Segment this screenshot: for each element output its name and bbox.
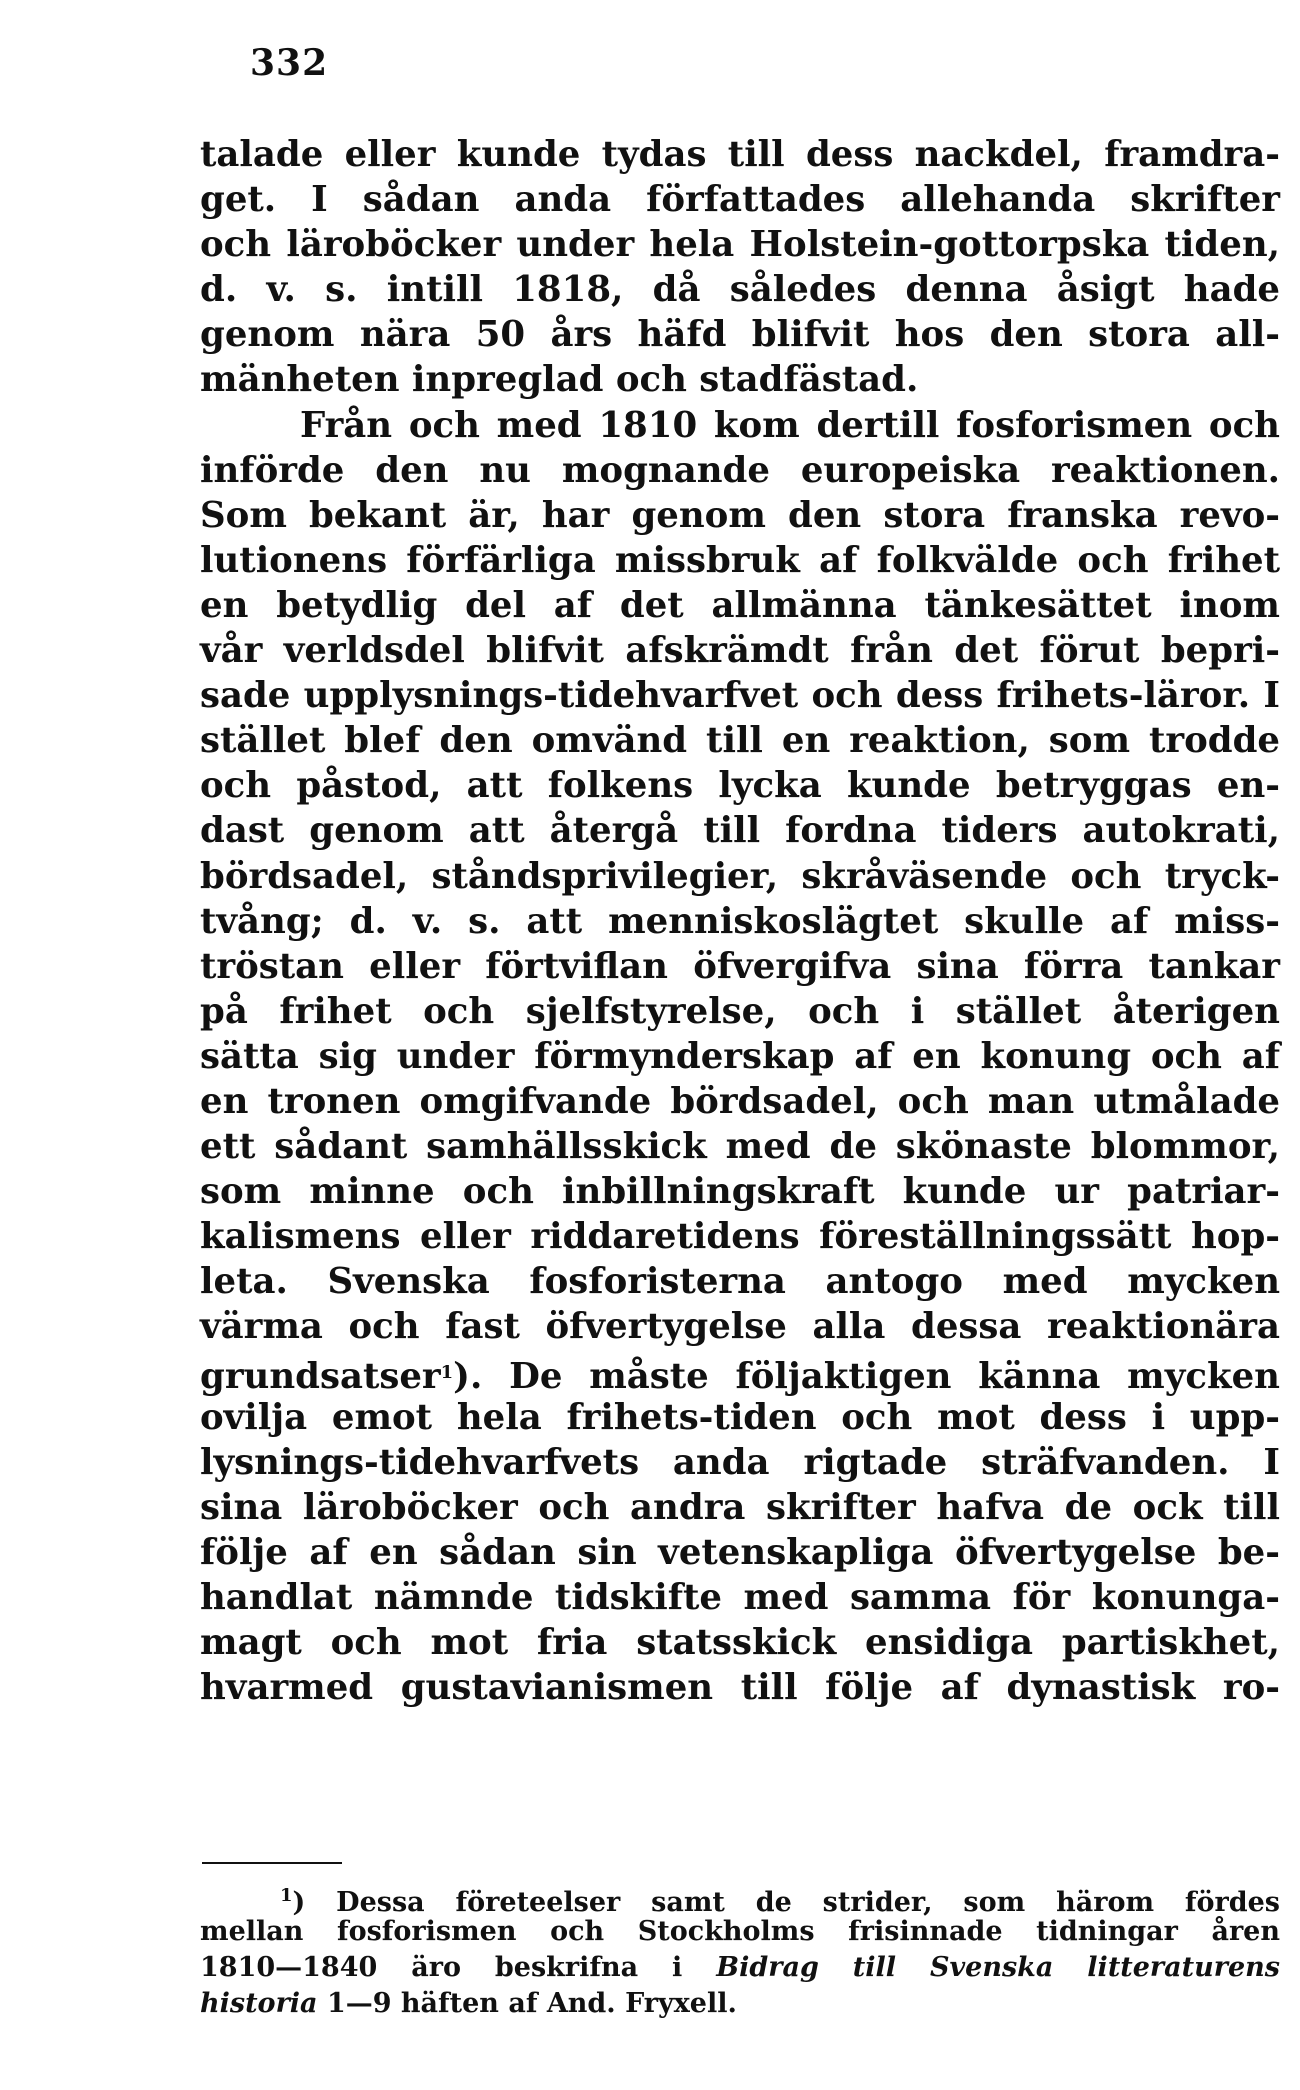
text-span: grundsatser <box>200 1355 441 1397</box>
text-line: genom nära 50 års häfd blifvit hos den stora all- <box>200 314 1280 356</box>
text-line: som minne och inbillningskraft kunde ur patriar- <box>200 1171 1280 1213</box>
text-line: sade upplysnings-tidehvarfvet och dess frihets-läror. I <box>200 675 1280 717</box>
text-line: en betydlig del af det allmänna tänkesättet inom <box>200 584 1280 626</box>
text-line: värma och fast öfvertygelse alla dessa reaktionära <box>200 1306 1280 1348</box>
text-line: ovilja emot hela frihets-tiden och mot dess i upp- <box>200 1396 1280 1438</box>
text-line: talade eller kunde tydas till dess nackdel, framdra- <box>200 134 1280 175</box>
text-line: get. I sådan anda författades allehanda skrifter <box>200 179 1280 221</box>
footnote-line: mellan fosforismen och Stockholms frisinnade tidningar åren <box>200 1916 1280 1947</box>
text-line: Som bekant är, har genom den stora franska revo- <box>200 494 1280 536</box>
text-line: kalismens eller riddaretidens föreställningssätt hop- <box>200 1216 1280 1258</box>
text-span: 1—9 häften af And. Fryxell. <box>317 1988 737 2019</box>
text-line: sina läroböcker och andra skrifter hafva de ock till <box>200 1486 1280 1528</box>
book-title: Bidrag till Svenska litteraturens <box>716 1952 1280 1983</box>
text-line: på frihet och sjelfstyrelse, och i stället återigen <box>200 990 1280 1032</box>
text-line: Från och med 1810 kom dertill fosforismen och <box>300 404 1280 446</box>
text-line: magt och mot fria statsskick ensidiga partiskhet, <box>200 1622 1280 1664</box>
text-line: och påstod, att folkens lycka kunde betryggas en- <box>200 765 1280 807</box>
footnote-line <box>200 1950 1280 1986</box>
footnote <box>200 1878 1280 2022</box>
text-line: tvång; d. v. s. att menniskoslägtet skulle af miss- <box>200 900 1280 942</box>
text-line: mänheten inpreglad och stadfästad. <box>200 359 919 401</box>
body-text <box>200 132 1280 1710</box>
text-line: tröstan eller förtviflan öfvergifva sina förra tankar <box>200 945 1280 987</box>
text-line: införde den nu mognande europeiska reaktionen. <box>200 449 1280 491</box>
text-line: lutionens förfärliga missbruk af folkvälde och frihet <box>200 539 1280 581</box>
text-line: vår verldsdel blifvit afskrämdt från det förut bepri- <box>200 630 1280 672</box>
text-span: ) Dessa företeelser samt de strider, som härom fördes <box>292 1887 1280 1918</box>
text-line: sätta sig under förmynderskap af en konung och af <box>200 1035 1280 1077</box>
page-number: 332 <box>250 42 329 84</box>
text-line: lysnings-tidehvarfvets anda rigtade sträfvanden. I <box>200 1441 1280 1483</box>
footnote-marker: 1 <box>280 1885 293 1906</box>
text-line: hvarmed gustavianismen till följe af dynastisk ro- <box>200 1667 1280 1709</box>
text-span: ). De måste följaktigen känna mycken <box>453 1355 1280 1397</box>
text-line: en tronen omgifvande bördsadel, och man utmålade <box>200 1080 1280 1122</box>
text-line <box>200 1350 1280 1395</box>
text-line: ett sådant samhällsskick med de skönaste blommor, <box>200 1126 1280 1168</box>
footnote-marker: 1 <box>440 1361 454 1383</box>
text-line: och läroböcker under hela Holstein-gottorpska tiden, <box>200 224 1280 266</box>
text-line: handlat nämnde tidskifte med samma för konunga- <box>200 1577 1280 1618</box>
text-line: d. v. s. intill 1818, då således denna åsigt hade <box>200 269 1280 311</box>
text-line: stället blef den omvänd till en reaktion, som trodde <box>200 720 1280 762</box>
footnote-line <box>200 1986 1280 2022</box>
footnote-divider <box>202 1862 342 1864</box>
text-line: dast genom att återgå till fordna tiders autokrati, <box>200 810 1280 852</box>
text-line: leta. Svenska fosforisterna antogo med mycken <box>200 1261 1280 1303</box>
text-span: 1810—1840 äro beskrifna i <box>200 1952 717 1983</box>
book-title: historia <box>200 1988 318 2019</box>
text-line: följe af en sådan sin vetenskapliga öfvertygelse be- <box>200 1531 1280 1573</box>
footnote-line <box>200 1878 1280 1918</box>
text-line: bördsadel, ståndsprivilegier, skråväsende och tryck- <box>200 855 1280 897</box>
